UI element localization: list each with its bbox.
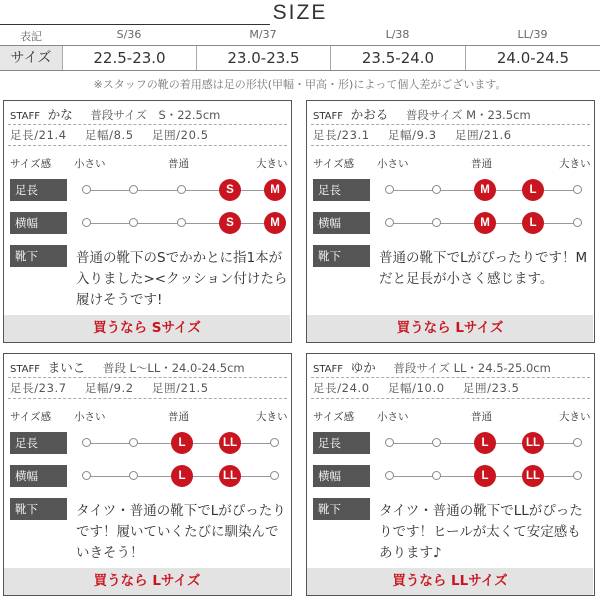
- divider: [8, 124, 287, 125]
- scale-normal-label: 普通: [168, 411, 189, 423]
- staff-header: [10, 105, 220, 123]
- page-title: SIZE: [272, 1, 328, 24]
- staff-name: かおる: [350, 107, 389, 122]
- size-marker: M: [474, 212, 496, 234]
- size-value: 23.5-24.0: [330, 46, 465, 70]
- scale-dot: [82, 438, 91, 447]
- scale-dot: [270, 438, 279, 447]
- foot-measurements: [10, 380, 223, 396]
- divider: [311, 377, 590, 378]
- staff-comment: 普通の靴下のSでかかとに指1本が入りました><クッション付けたら履けそうです!: [76, 250, 288, 308]
- scale-dot: [177, 185, 186, 194]
- row-label-width: 横幅: [10, 465, 67, 487]
- staff-panel: [306, 353, 595, 596]
- foot-girth: 足囲/21.6: [454, 128, 512, 142]
- fit-label: サイズ感: [313, 158, 355, 170]
- size-marker: L: [474, 465, 496, 487]
- staff-header: [10, 358, 245, 376]
- scale-normal-label: 普通: [168, 158, 189, 170]
- row-label-socks: 靴下: [313, 498, 370, 520]
- scale-dot: [129, 185, 138, 194]
- staff-name: かな: [47, 107, 73, 122]
- fit-label: サイズ感: [313, 411, 355, 423]
- usual-size: 普段 L〜LL・24.0-24.5cm: [102, 361, 245, 375]
- staff-label: STAFF: [313, 111, 344, 122]
- staff-label: STAFF: [10, 364, 41, 375]
- staff-label: STAFF: [313, 364, 344, 375]
- row-label-socks: 靴下: [10, 245, 67, 267]
- size-label: L/38: [385, 28, 410, 41]
- scale-dot: [432, 438, 441, 447]
- scale-dot: [129, 438, 138, 447]
- staff-comment: タイツ・普通の靴下でLがぴったりです！履いていくたびに馴染んでいきそう！: [76, 503, 286, 561]
- staff-name: ゆか: [350, 360, 376, 375]
- foot-girth: 足囲/21.5: [151, 381, 209, 395]
- scale-small-label: 小さい: [377, 158, 409, 170]
- foot-width: 足幅/9.2: [84, 381, 134, 395]
- row-label-length: 足長: [10, 179, 67, 201]
- scale-small-label: 小さい: [377, 411, 409, 423]
- staff-header: [313, 358, 551, 376]
- scale-dot: [573, 438, 582, 447]
- scale-large-label: 大きい: [559, 411, 591, 423]
- scale-dot: [432, 471, 441, 480]
- size-value: 24.0-24.5: [465, 46, 600, 70]
- staff-header: [313, 105, 531, 123]
- label-header: 表記: [20, 30, 42, 43]
- foot-girth: 足囲/23.5: [462, 381, 520, 395]
- fit-label: サイズ感: [10, 411, 52, 423]
- usual-size: 普段サイズ M・23.5cm: [405, 108, 531, 122]
- scale-dot: [573, 471, 582, 480]
- recommended-size: 買うなら Sサイズ: [4, 315, 290, 342]
- size-marker: LL: [522, 432, 544, 454]
- foot-length: 足長/21.4: [10, 128, 67, 142]
- divider: [8, 377, 287, 378]
- size-label-row: [0, 28, 600, 44]
- staff-name: まいこ: [47, 360, 86, 375]
- scale-large-label: 大きい: [256, 411, 288, 423]
- staff-panel: [3, 100, 292, 343]
- foot-measurements: [313, 127, 526, 143]
- divider: [311, 398, 590, 399]
- scale-dot: [270, 471, 279, 480]
- row-label-length: 足長: [10, 432, 67, 454]
- staff-comment: 普通の靴下でLがぴったりです！Mだと足長が小さく感じます。: [379, 250, 588, 287]
- scale-dot: [177, 218, 186, 227]
- scale-normal-label: 普通: [471, 411, 492, 423]
- foot-measurements: [10, 127, 223, 143]
- value-header: サイズ: [0, 46, 62, 70]
- scale-dot: [129, 218, 138, 227]
- size-value-row: [0, 45, 600, 71]
- size-marker: L: [522, 179, 544, 201]
- scale-normal-label: 普通: [471, 158, 492, 170]
- size-marker: S: [219, 212, 241, 234]
- size-marker: L: [522, 212, 544, 234]
- row-label-length: 足長: [313, 432, 370, 454]
- usual-size: 普段サイズ S・22.5cm: [90, 108, 221, 122]
- row-label-width: 横幅: [313, 465, 370, 487]
- size-marker: S: [219, 179, 241, 201]
- divider: [8, 145, 287, 146]
- staff-comment: タイツ・普通の靴下でLLがぴったりです！ヒールが太くて安定感もあります♪: [379, 503, 583, 561]
- usual-size: 普段サイズ LL・24.5-25.0cm: [393, 361, 551, 375]
- scale-large-label: 大きい: [559, 158, 591, 170]
- divider: [311, 124, 590, 125]
- scale-dot: [432, 185, 441, 194]
- fit-label: サイズ感: [10, 158, 52, 170]
- recommended-size: 買うなら LLサイズ: [307, 568, 593, 595]
- size-marker: L: [171, 432, 193, 454]
- size-marker: LL: [219, 465, 241, 487]
- scale-dot: [432, 218, 441, 227]
- size-marker: L: [171, 465, 193, 487]
- foot-width: 足幅/10.0: [387, 381, 445, 395]
- scale-small-label: 小さい: [74, 411, 106, 423]
- size-marker: LL: [522, 465, 544, 487]
- scale-dot: [129, 471, 138, 480]
- size-label: LL/39: [517, 28, 548, 41]
- foot-length: 足長/24.0: [313, 381, 370, 395]
- divider: [8, 398, 287, 399]
- recommended-size: 買うなら Lサイズ: [4, 568, 290, 595]
- staff-panel: [306, 100, 595, 343]
- size-value: 22.5-23.0: [62, 46, 196, 70]
- foot-measurements: [313, 380, 534, 396]
- scale-dot: [82, 185, 91, 194]
- scale-dot: [385, 471, 394, 480]
- foot-width: 足幅/8.5: [84, 128, 134, 142]
- foot-girth: 足囲/20.5: [151, 128, 209, 142]
- row-label-socks: 靴下: [10, 498, 67, 520]
- scale-small-label: 小さい: [74, 158, 106, 170]
- title-rule-left: [0, 24, 270, 25]
- size-marker: LL: [219, 432, 241, 454]
- size-marker: M: [264, 179, 286, 201]
- size-marker: M: [264, 212, 286, 234]
- size-label: M/37: [249, 28, 277, 41]
- size-marker: L: [474, 432, 496, 454]
- row-label-length: 足長: [313, 179, 370, 201]
- foot-width: 足幅/9.3: [387, 128, 437, 142]
- row-label-socks: 靴下: [313, 245, 370, 267]
- staff-panel: [3, 353, 292, 596]
- scale-large-label: 大きい: [256, 158, 288, 170]
- scale-dot: [385, 218, 394, 227]
- row-label-width: 横幅: [313, 212, 370, 234]
- scale-dot: [573, 218, 582, 227]
- scale-dot: [385, 438, 394, 447]
- scale-dot: [573, 185, 582, 194]
- size-marker: M: [474, 179, 496, 201]
- row-label-width: 横幅: [10, 212, 67, 234]
- scale-dot: [82, 218, 91, 227]
- scale-dot: [385, 185, 394, 194]
- fit-note: ※スタッフの靴の着用感は足の形状(甲幅・甲高・形)によって個人差がございます。: [93, 78, 507, 91]
- size-value: 23.0-23.5: [196, 46, 330, 70]
- recommended-size: 買うなら Lサイズ: [307, 315, 593, 342]
- foot-length: 足長/23.7: [10, 381, 67, 395]
- divider: [311, 145, 590, 146]
- scale-dot: [82, 471, 91, 480]
- foot-length: 足長/23.1: [313, 128, 370, 142]
- staff-label: STAFF: [10, 111, 41, 122]
- size-label: S/36: [116, 28, 142, 41]
